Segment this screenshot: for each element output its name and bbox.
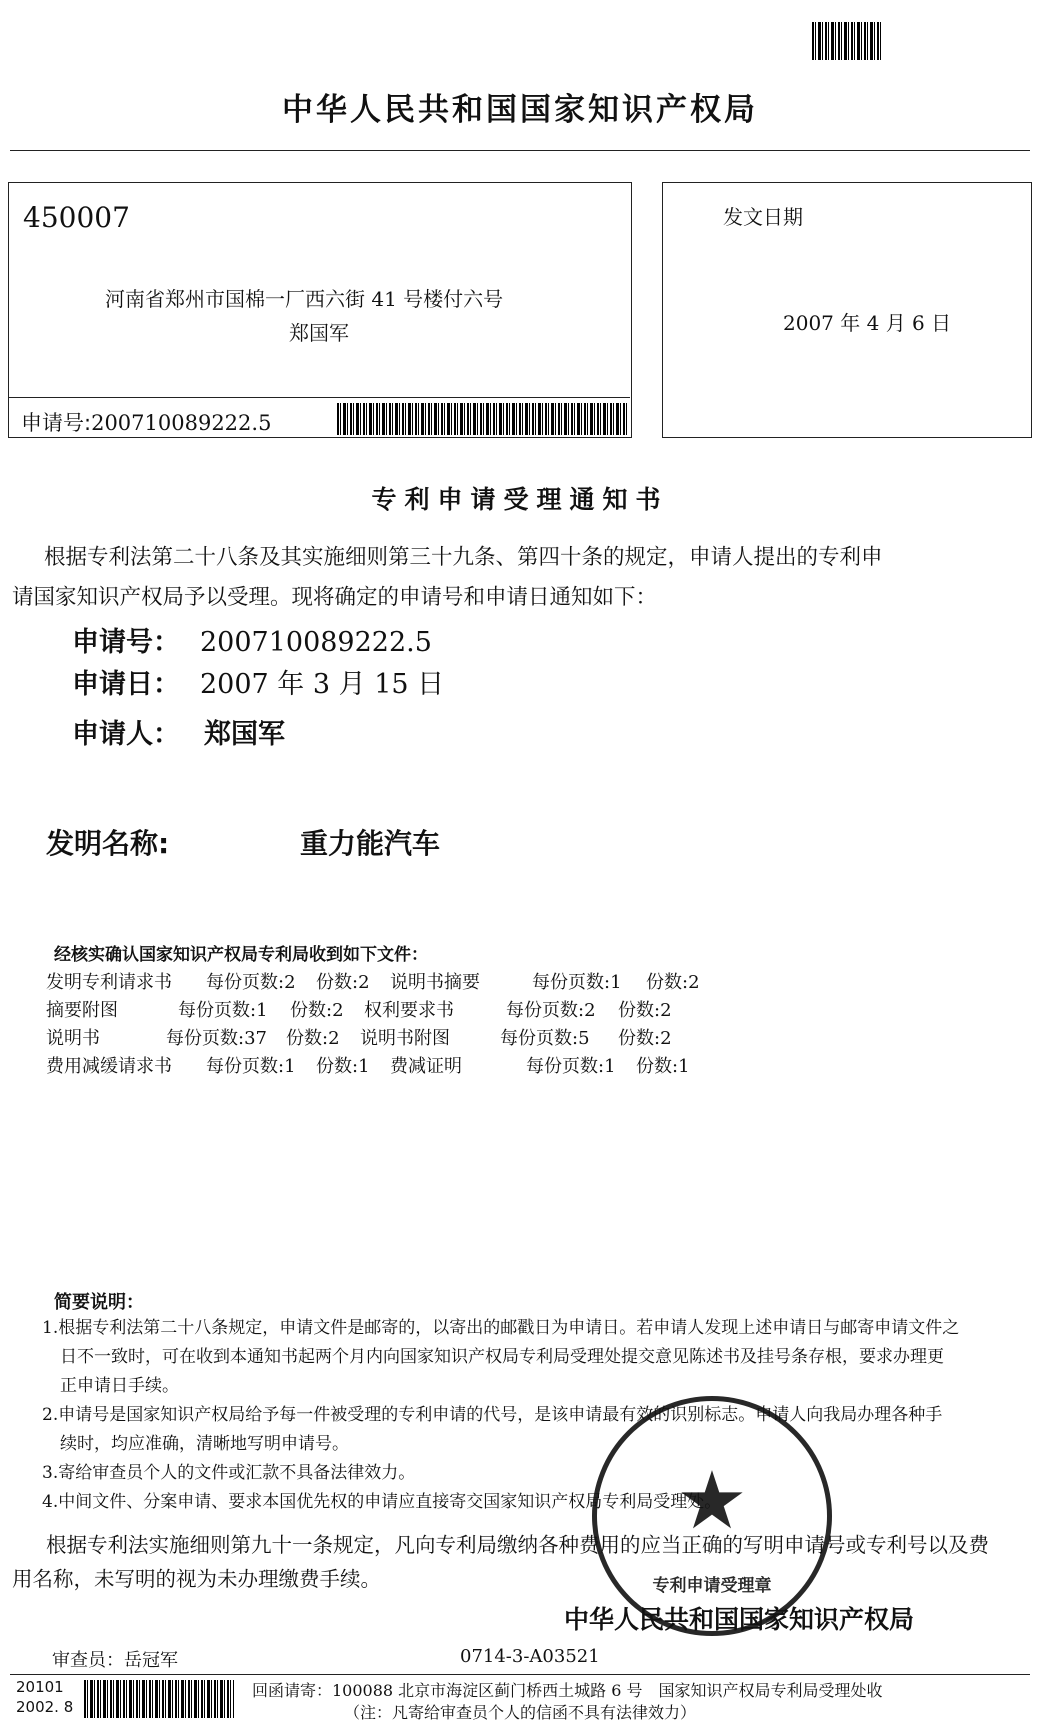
top-barcode bbox=[812, 22, 882, 60]
note-line: 1.根据专利法第二十八条规定，申请文件是邮寄的，以寄出的邮戳日为申请日。若申请人发现上述申请日与邮寄申请文件之 bbox=[42, 1318, 960, 1338]
address-box bbox=[8, 182, 632, 438]
doc-pages: 每份页数:2 bbox=[206, 972, 296, 993]
note-line: 正申请日手续。 bbox=[60, 1376, 179, 1396]
intro-line-1: 根据专利法第二十八条及其实施细则第三十九条、第四十条的规定，申请人提出的专利申 bbox=[44, 545, 883, 570]
examiner bbox=[52, 1646, 178, 1672]
note-line: 4.中间文件、分案申请、要求本国优先权的申请应直接寄交国家知识产权局专利局受理处。 bbox=[42, 1492, 722, 1512]
box-application-no-label: 申请号: bbox=[21, 411, 92, 435]
notes-list bbox=[42, 1314, 1032, 1517]
doc-copies: 份数:2 bbox=[316, 972, 370, 993]
field-label: 申请人： bbox=[72, 719, 180, 750]
seal-label: 专利申请受理章 bbox=[652, 1576, 772, 1596]
footer-barcode bbox=[84, 1680, 234, 1718]
issue-date: 2007 年 4 月 6 日 bbox=[783, 311, 952, 335]
field-application-no bbox=[72, 620, 432, 659]
header-divider bbox=[10, 150, 1030, 151]
field-applicant bbox=[72, 712, 285, 751]
examiner-label: 审查员： bbox=[52, 1650, 124, 1671]
note-item bbox=[42, 1459, 1032, 1488]
form-number: 20101 bbox=[16, 1678, 64, 1696]
issuer-name: 中华人民共和国国家知识产权局 bbox=[564, 1605, 915, 1634]
doc-copies: 份数:2 bbox=[618, 1028, 672, 1049]
invention-name: 重力能汽车 bbox=[300, 827, 441, 860]
doc-pages: 每份页数:1 bbox=[178, 1000, 268, 1021]
intro-line-2: 请国家知识产权局予以受理。现将确定的申请号和申请日通知如下： bbox=[12, 585, 658, 610]
doc-copies: 份数:2 bbox=[290, 1000, 344, 1021]
doc-name: 费用减缓请求书 bbox=[46, 1056, 172, 1077]
doc-copies: 份数:2 bbox=[286, 1028, 340, 1049]
date-label: 发文日期 bbox=[723, 205, 803, 229]
form-date: 2002. 8 bbox=[16, 1698, 74, 1716]
doc-name: 说明书摘要 bbox=[390, 972, 480, 993]
doc-name: 说明书 bbox=[46, 1028, 100, 1049]
notes-heading: 简要说明： bbox=[54, 1292, 144, 1313]
field-value: 郑国军 bbox=[204, 719, 285, 750]
doc-pages: 每份页数:2 bbox=[506, 1000, 596, 1021]
notice-title: 专利申请受理通知书 bbox=[371, 485, 669, 514]
address-box-divider bbox=[9, 397, 630, 398]
doc-name: 摘要附图 bbox=[46, 1000, 118, 1021]
doc-pages: 每份页数:5 bbox=[500, 1028, 590, 1049]
doc-copies: 份数:1 bbox=[316, 1056, 370, 1077]
box-application-no bbox=[21, 407, 271, 437]
doc-copies: 份数:2 bbox=[646, 972, 700, 993]
doc-copies: 份数:2 bbox=[618, 1000, 672, 1021]
doc-name: 说明书附图 bbox=[360, 1028, 450, 1049]
doc-pages: 每份页数:1 bbox=[532, 972, 622, 993]
field-label: 申请日： bbox=[72, 669, 180, 700]
note-item bbox=[42, 1314, 1032, 1401]
doc-name: 发明专利请求书 bbox=[46, 972, 172, 993]
document-code: 0714-3-A03521 bbox=[460, 1646, 600, 1667]
documents-heading: 经核实确认国家知识产权局专利局收到如下文件： bbox=[54, 945, 428, 965]
seal-star-icon: ★ bbox=[676, 1454, 748, 1547]
fee-note-line-1: 根据专利法实施细则第九十一条规定，凡向专利局缴纳各种费用的应当正确的写明申请号或专利号以及费 bbox=[46, 1533, 989, 1557]
date-box bbox=[662, 182, 1032, 438]
postcode: 450007 bbox=[23, 201, 130, 234]
field-label: 申请号： bbox=[72, 627, 180, 658]
mailing-address: 河南省郑州市国棉一厂西六街 41 号楼付六号 bbox=[105, 287, 504, 311]
note-line: 2.申请号是国家知识产权局给予每一件被受理的专利申请的代号，是该申请最有效的识别标志。申请人向我局办理各种手 bbox=[42, 1405, 943, 1425]
note-line: 3.寄给审查员个人的文件或汇款不具备法律效力。 bbox=[42, 1463, 416, 1483]
field-value: 200710089222.5 bbox=[200, 627, 432, 658]
note-line: 续时，均应准确，清晰地写明申请号。 bbox=[60, 1434, 349, 1454]
documents-table bbox=[46, 968, 746, 1088]
note-line: 日不一致时，可在收到本通知书起两个月内向国家知识产权局专利局受理处提交意见陈述书及挂号条存根，要求办理更 bbox=[60, 1347, 944, 1367]
doc-name: 费减证明 bbox=[390, 1056, 462, 1077]
application-barcode bbox=[337, 403, 627, 435]
field-value: 2007 年 3 月 15 日 bbox=[200, 669, 445, 700]
doc-pages: 每份页数:37 bbox=[166, 1028, 267, 1049]
box-application-no-value: 200710089222.5 bbox=[91, 411, 272, 435]
examiner-name: 岳冠军 bbox=[124, 1650, 178, 1671]
doc-copies: 份数:1 bbox=[636, 1056, 690, 1077]
invention-label: 发明名称: bbox=[46, 827, 170, 860]
reply-address: 回函请寄：100088 北京市海淀区蓟门桥西土城路 6 号 国家知识产权局专利局受理处收 bbox=[252, 1681, 883, 1700]
fee-note-line-2: 用名称，未写明的视为未办理缴费手续。 bbox=[12, 1567, 381, 1591]
recipient-name: 郑国军 bbox=[289, 321, 349, 345]
doc-name: 权利要求书 bbox=[364, 1000, 454, 1021]
note-item bbox=[42, 1488, 1032, 1517]
field-application-date bbox=[72, 662, 444, 701]
note-item bbox=[42, 1401, 1032, 1459]
doc-pages: 每份页数:1 bbox=[526, 1056, 616, 1077]
footer-divider bbox=[10, 1674, 1030, 1675]
doc-pages: 每份页数:1 bbox=[206, 1056, 296, 1077]
reply-note: （注：凡寄给审查员个人的信函不具有法律效力） bbox=[344, 1703, 697, 1722]
office-header: 中华人民共和国国家知识产权局 bbox=[282, 92, 758, 128]
